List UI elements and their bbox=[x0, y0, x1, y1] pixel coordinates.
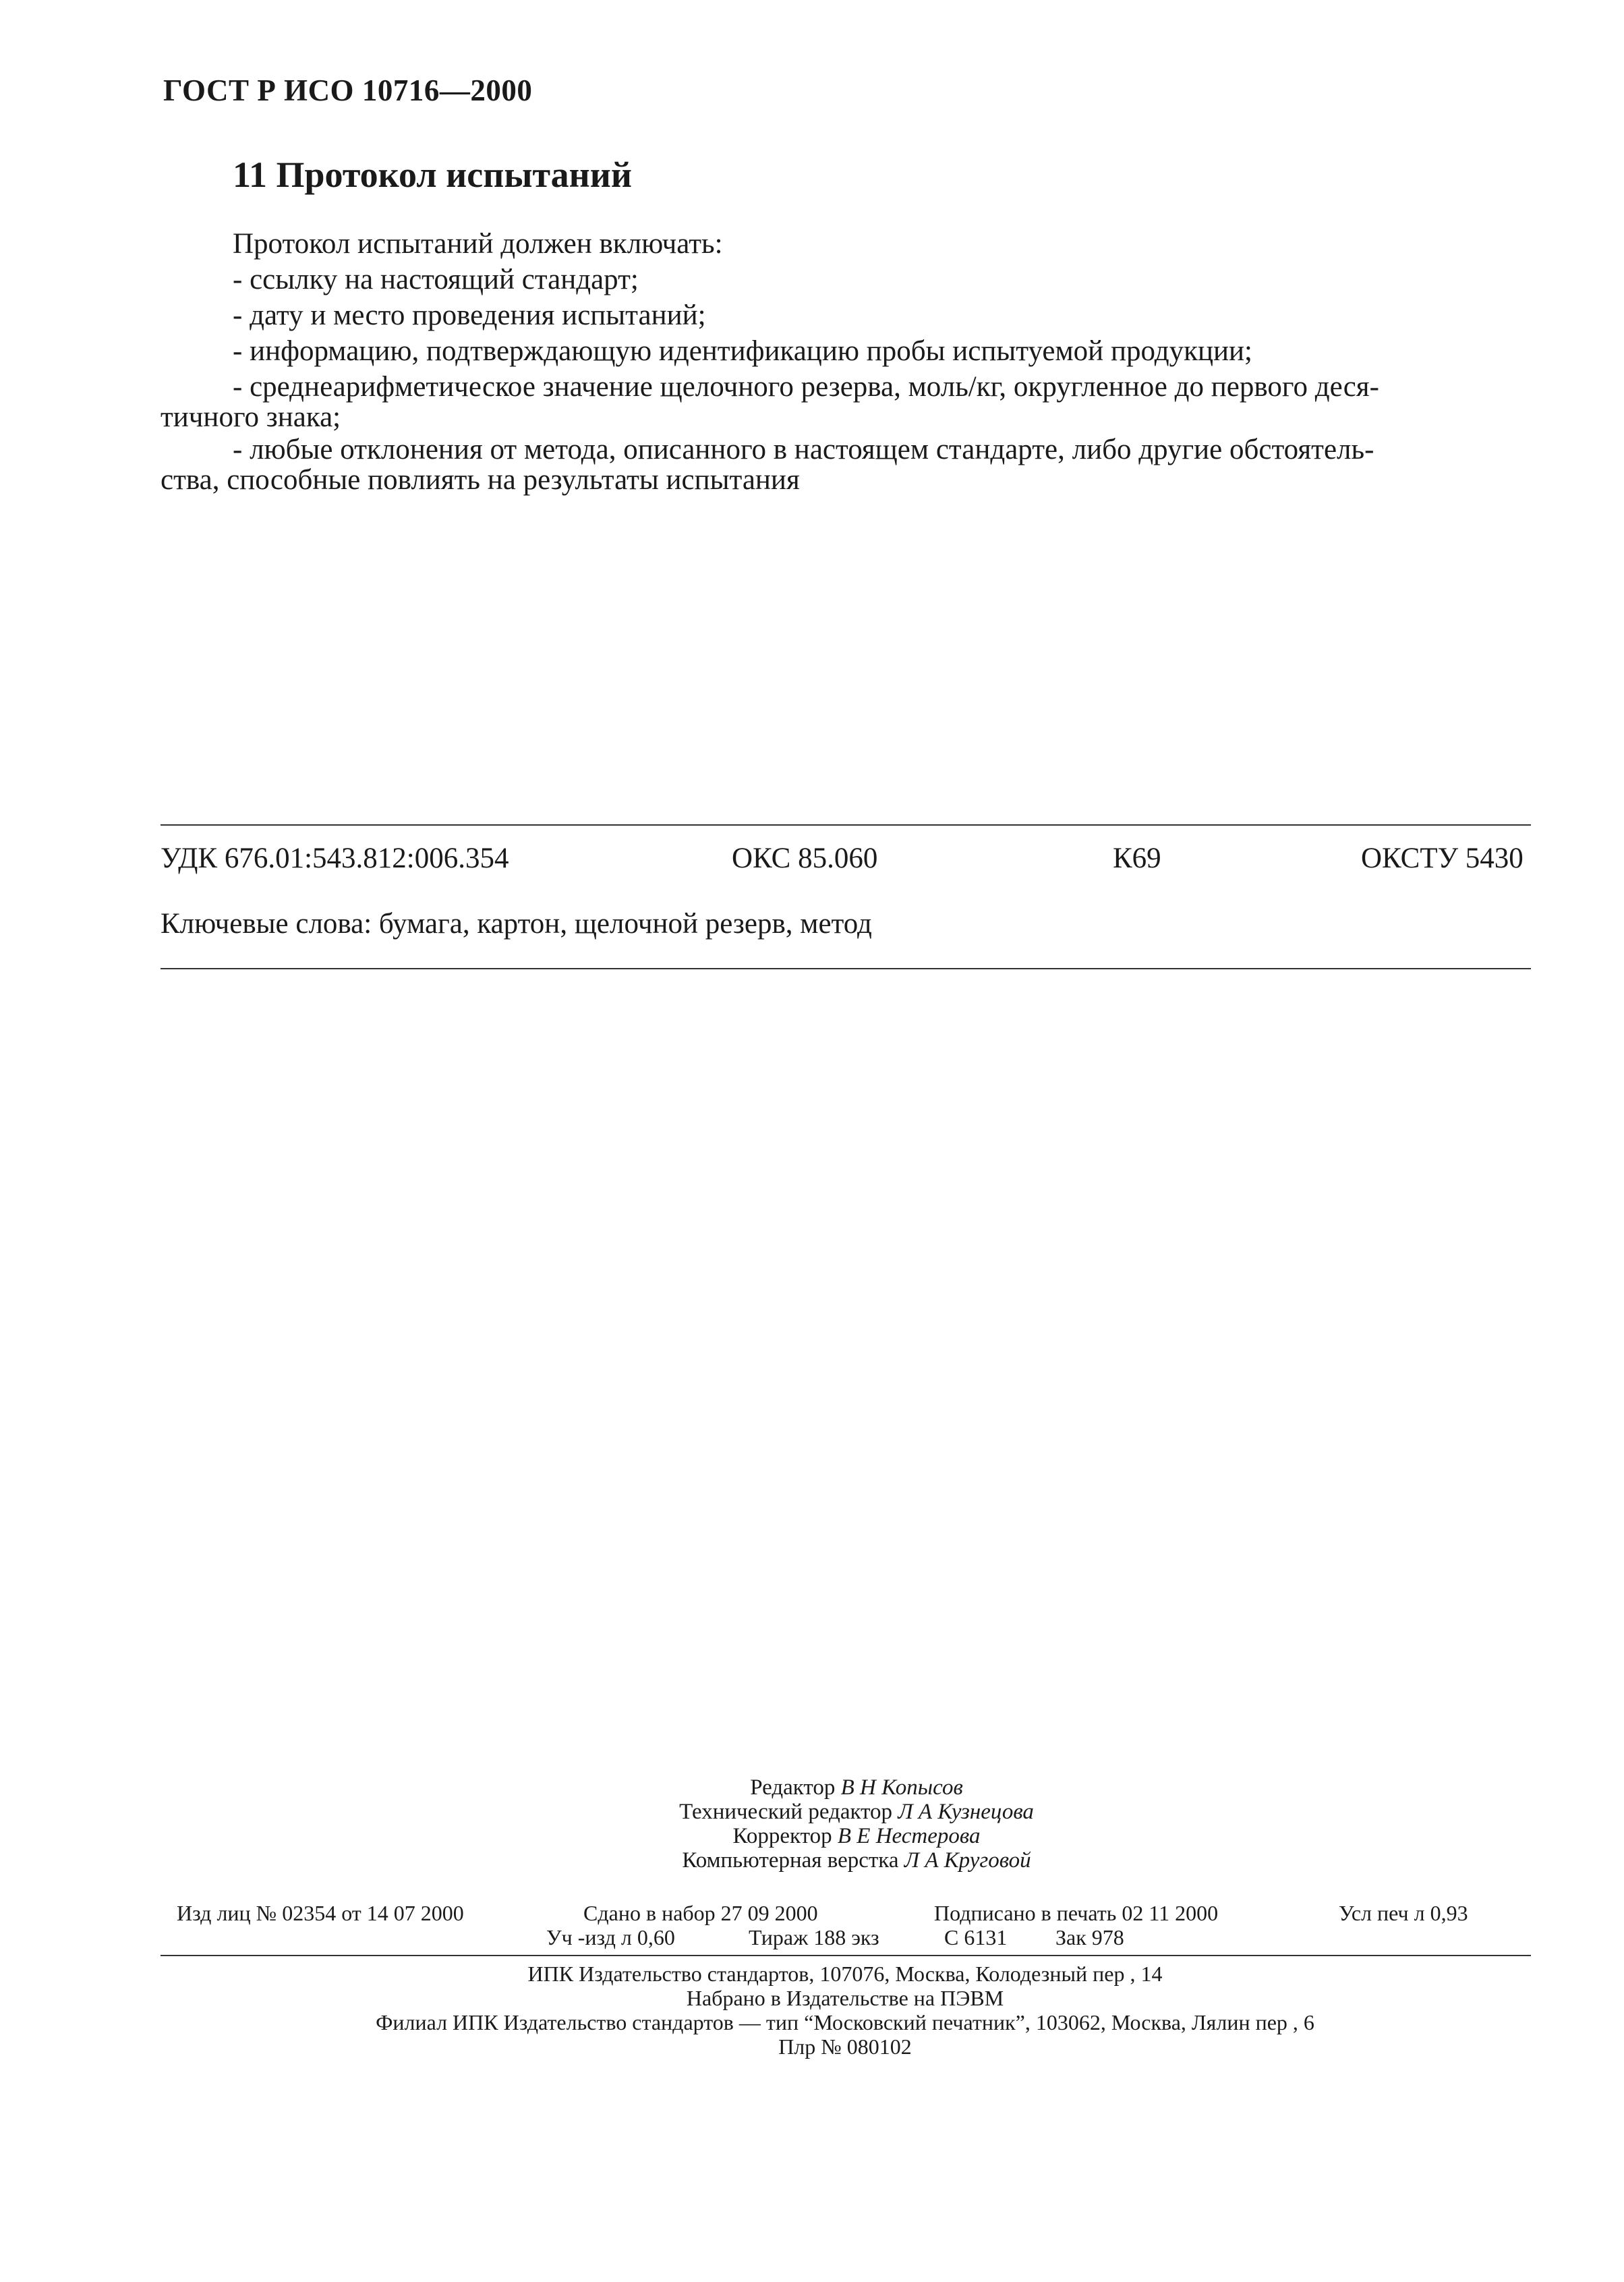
credit-role: Компьютерная верстка bbox=[682, 1848, 899, 1873]
credit-layout bbox=[620, 1848, 1093, 1873]
section-title: 11 Протокол испытаний bbox=[233, 154, 633, 195]
publisher-line: Набрано в Издательстве на ПЭВМ bbox=[686, 1986, 1004, 2010]
document-id: ГОСТ Р ИСО 10716—2000 bbox=[163, 74, 533, 107]
credit-name: В Н Копысов bbox=[840, 1775, 963, 1800]
list-item: - ссылку на настоящий стандарт; bbox=[233, 264, 639, 295]
imprint-license: Изд лиц № 02354 от 14 07 2000 bbox=[177, 1901, 464, 1925]
list-item: - дату и место проведения испытаний; bbox=[233, 299, 706, 331]
okstu-code: ОКСТУ 5430 bbox=[1361, 843, 1524, 874]
keywords: Ключевые слова: бумага, картон, щелочной резерв, метод bbox=[161, 908, 872, 940]
list-item: - среднеарифметическое значение щелочного резерва, моль/кг, округленное до первого деся- bbox=[233, 371, 1379, 403]
credit-name: Л А Круговой bbox=[904, 1848, 1031, 1873]
imprint-order: Зак 978 bbox=[1055, 1925, 1124, 1949]
imprint-run: Тираж 188 экз bbox=[749, 1925, 879, 1949]
publisher-line: ИПК Издательство стандартов, 107076, Москва, Колодезный пер , 14 bbox=[527, 1962, 1163, 1986]
class-code: К69 bbox=[1113, 843, 1161, 874]
list-item: - любые отклонения от метода, описанного в настоящем стандарте, либо другие обстоятель- bbox=[233, 434, 1374, 465]
publisher-line: Плр № 080102 bbox=[778, 2034, 912, 2059]
divider-top bbox=[161, 824, 1531, 826]
divider-bottom bbox=[161, 968, 1531, 969]
list-item-continuation: ства, способные повлиять на результаты испытания bbox=[161, 464, 800, 496]
credit-role: Корректор bbox=[732, 1824, 832, 1848]
publisher-line: Филиал ИПК Издательство стандартов — тип “Московский печатник”, 103062, Москва, Лялин пер , 6 bbox=[376, 2010, 1314, 2034]
divider-imprint bbox=[161, 1955, 1531, 1956]
imprint-c-code: С 6131 bbox=[944, 1925, 1008, 1949]
imprint-edu-sheets: Уч -изд л 0,60 bbox=[546, 1925, 675, 1949]
credit-name: Л А Кузнецова bbox=[898, 1800, 1034, 1824]
oks-code: ОКС 85.060 bbox=[732, 843, 878, 874]
section-intro: Протокол испытаний должен включать: bbox=[233, 228, 723, 260]
list-item: - информацию, подтверждающую идентификацию пробы испытуемой продукции; bbox=[233, 335, 1252, 367]
imprint-sent: Сдано в набор 27 09 2000 bbox=[583, 1901, 818, 1925]
credit-editor bbox=[620, 1775, 1093, 1800]
credit-role: Технический редактор bbox=[679, 1800, 893, 1824]
credit-role: Редактор bbox=[750, 1775, 836, 1800]
credit-corrector bbox=[620, 1824, 1093, 1848]
imprint-signed: Подписано в печать 02 11 2000 bbox=[934, 1901, 1219, 1925]
imprint-print-sheets: Усл печ л 0,93 bbox=[1339, 1901, 1468, 1925]
udk-code: УДК 676.01:543.812:006.354 bbox=[161, 843, 509, 874]
credit-name: В Е Нестерова bbox=[837, 1824, 981, 1848]
credit-tech-editor bbox=[620, 1800, 1093, 1824]
list-item-continuation: тичного знака; bbox=[161, 401, 341, 433]
